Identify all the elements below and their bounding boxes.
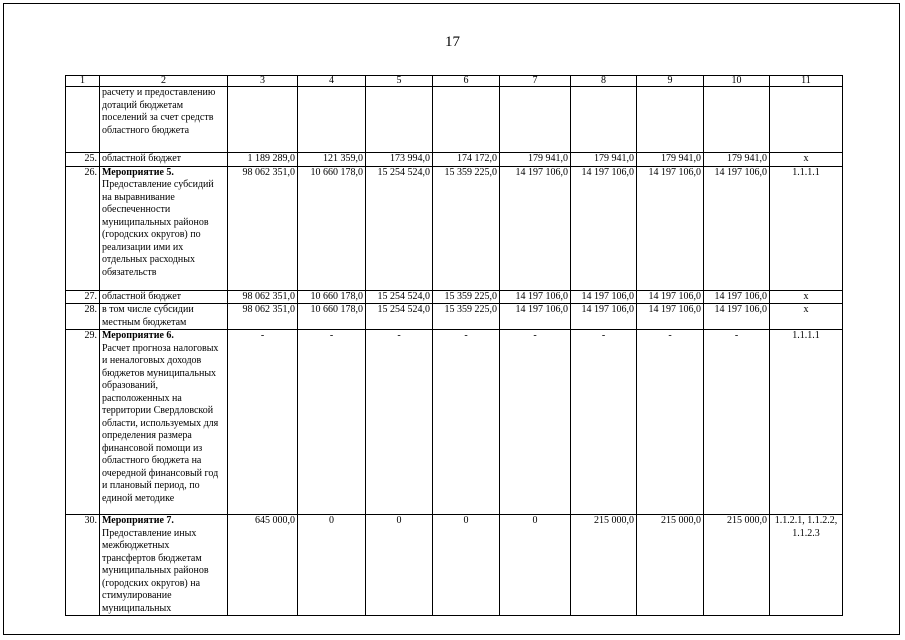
row-index: [66, 87, 100, 153]
value-cell: 179 941,0: [571, 153, 637, 167]
table-row: [66, 290, 843, 304]
table-row: [66, 304, 843, 330]
value-cell: 215 000,0: [571, 515, 637, 616]
value-cell: [298, 87, 366, 153]
value-cell: 1 189 289,0: [228, 153, 298, 167]
column-number: 6: [433, 76, 500, 87]
value-cell: 0: [500, 515, 571, 616]
value-cell: 179 941,0: [704, 153, 770, 167]
value-cell: 179 941,0: [500, 153, 571, 167]
page-number: 17: [445, 34, 460, 50]
value-cell: 10 660 178,0: [298, 304, 366, 330]
column-number-row: [66, 76, 843, 87]
target-code: x: [770, 304, 843, 330]
table-row: [66, 87, 843, 153]
value-cell: 14 197 106,0: [500, 290, 571, 304]
row-description: [100, 515, 228, 616]
value-cell: 98 062 351,0: [228, 304, 298, 330]
table-row: [66, 153, 843, 167]
value-cell: 10 660 178,0: [298, 290, 366, 304]
value-cell: 14 197 106,0: [571, 166, 637, 290]
description-text: Предоставление субсидий на выравнивание обеспеченности муниципальных районов (городских округов) по реализации ими их отдельных расходных обязательств: [102, 179, 214, 278]
column-number: 10: [704, 76, 770, 87]
row-description: [100, 330, 228, 515]
description-text: областной бюджет: [102, 153, 182, 164]
value-cell: 98 062 351,0: [228, 290, 298, 304]
value-cell: -: [500, 330, 571, 515]
value-cell: [637, 87, 704, 153]
value-cell: 14 197 106,0: [500, 166, 571, 290]
value-cell: 14 197 106,0: [637, 166, 704, 290]
value-cell: -: [298, 330, 366, 515]
column-number: 11: [770, 76, 843, 87]
measure-label: Мероприятие 6.: [102, 330, 174, 341]
value-cell: -: [433, 330, 500, 515]
table-row: [66, 330, 843, 515]
table-row: [66, 166, 843, 290]
column-number: 2: [100, 76, 228, 87]
description-text: областной бюджет: [102, 290, 182, 302]
value-cell: 179 941,0: [637, 153, 704, 167]
row-index: 28.: [66, 304, 100, 330]
row-description: [100, 153, 228, 167]
value-cell: 14 197 106,0: [704, 290, 770, 304]
table-row: [66, 515, 843, 616]
row-index: 25.: [66, 153, 100, 167]
value-cell: -: [228, 330, 298, 515]
row-index: 29.: [66, 330, 100, 515]
column-number: 3: [228, 76, 298, 87]
value-cell: 14 197 106,0: [571, 290, 637, 304]
row-description: [100, 166, 228, 290]
column-number: 1: [66, 76, 100, 87]
value-cell: -: [637, 330, 704, 515]
column-number: 9: [637, 76, 704, 87]
value-cell: 14 197 106,0: [704, 304, 770, 330]
value-cell: 174 172,0: [433, 153, 500, 167]
value-cell: 215 000,0: [704, 515, 770, 616]
value-cell: 645 000,0: [228, 515, 298, 616]
target-code: x: [770, 153, 843, 167]
value-cell: 10 660 178,0: [298, 166, 366, 290]
description-text: Предоставление иных межбюджетных трансфертов бюджетам муниципальных районов (городских округов) на стимулирование муниципальных: [102, 527, 209, 614]
description-text: расчету и предоставлению дотаций бюджетам поселений за счет средств областного бюджета: [102, 87, 216, 136]
value-cell: [500, 87, 571, 153]
column-number: 5: [366, 76, 433, 87]
value-cell: 15 254 524,0: [366, 290, 433, 304]
column-number: 7: [500, 76, 571, 87]
budget-table: [65, 75, 843, 616]
description-text: в том числе субсидии местным бюджетам: [102, 304, 194, 328]
value-cell: 14 197 106,0: [637, 304, 704, 330]
value-cell: 0: [298, 515, 366, 616]
target-code: [770, 87, 843, 153]
value-cell: 15 359 225,0: [433, 166, 500, 290]
value-cell: [366, 87, 433, 153]
value-cell: 14 197 106,0: [637, 290, 704, 304]
row-description: [100, 304, 228, 330]
value-cell: -: [571, 330, 637, 515]
value-cell: -: [366, 330, 433, 515]
value-cell: 98 062 351,0: [228, 166, 298, 290]
value-cell: 0: [433, 515, 500, 616]
table-body: [66, 76, 843, 616]
value-cell: 15 359 225,0: [433, 290, 500, 304]
value-cell: 0: [366, 515, 433, 616]
column-number: 8: [571, 76, 637, 87]
value-cell: [704, 87, 770, 153]
value-cell: 121 359,0: [298, 153, 366, 167]
row-index: 27.: [66, 290, 100, 304]
column-number: 4: [298, 76, 366, 87]
description-text: Расчет прогноза налоговых и неналоговых доходов бюджетов муниципальных образований, расположенных на территории Свердловской области, используемых для определения размера финансовой помощи из областного бюджета на очередной финансовый год и плановый период, по единой методике: [102, 342, 219, 504]
value-cell: 15 359 225,0: [433, 304, 500, 330]
value-cell: 15 254 524,0: [366, 166, 433, 290]
value-cell: [571, 87, 637, 153]
row-index: 30.: [66, 515, 100, 616]
row-index: 26.: [66, 166, 100, 290]
measure-label: Мероприятие 5.: [102, 166, 174, 178]
target-code: 1.1.2.1, 1.1.2.2, 1.1.2.3: [770, 515, 843, 616]
row-description: [100, 87, 228, 153]
value-cell: 14 197 106,0: [704, 166, 770, 290]
value-cell: [433, 87, 500, 153]
value-cell: 15 254 524,0: [366, 304, 433, 330]
value-cell: 14 197 106,0: [571, 304, 637, 330]
measure-label: Мероприятие 7.: [102, 515, 174, 526]
value-cell: 173 994,0: [366, 153, 433, 167]
row-description: [100, 290, 228, 304]
value-cell: -: [704, 330, 770, 515]
value-cell: 215 000,0: [637, 515, 704, 616]
target-code: 1.1.1.1: [770, 330, 843, 515]
value-cell: [228, 87, 298, 153]
target-code: 1.1.1.1: [770, 166, 843, 290]
target-code: x: [770, 290, 843, 304]
value-cell: 14 197 106,0: [500, 304, 571, 330]
